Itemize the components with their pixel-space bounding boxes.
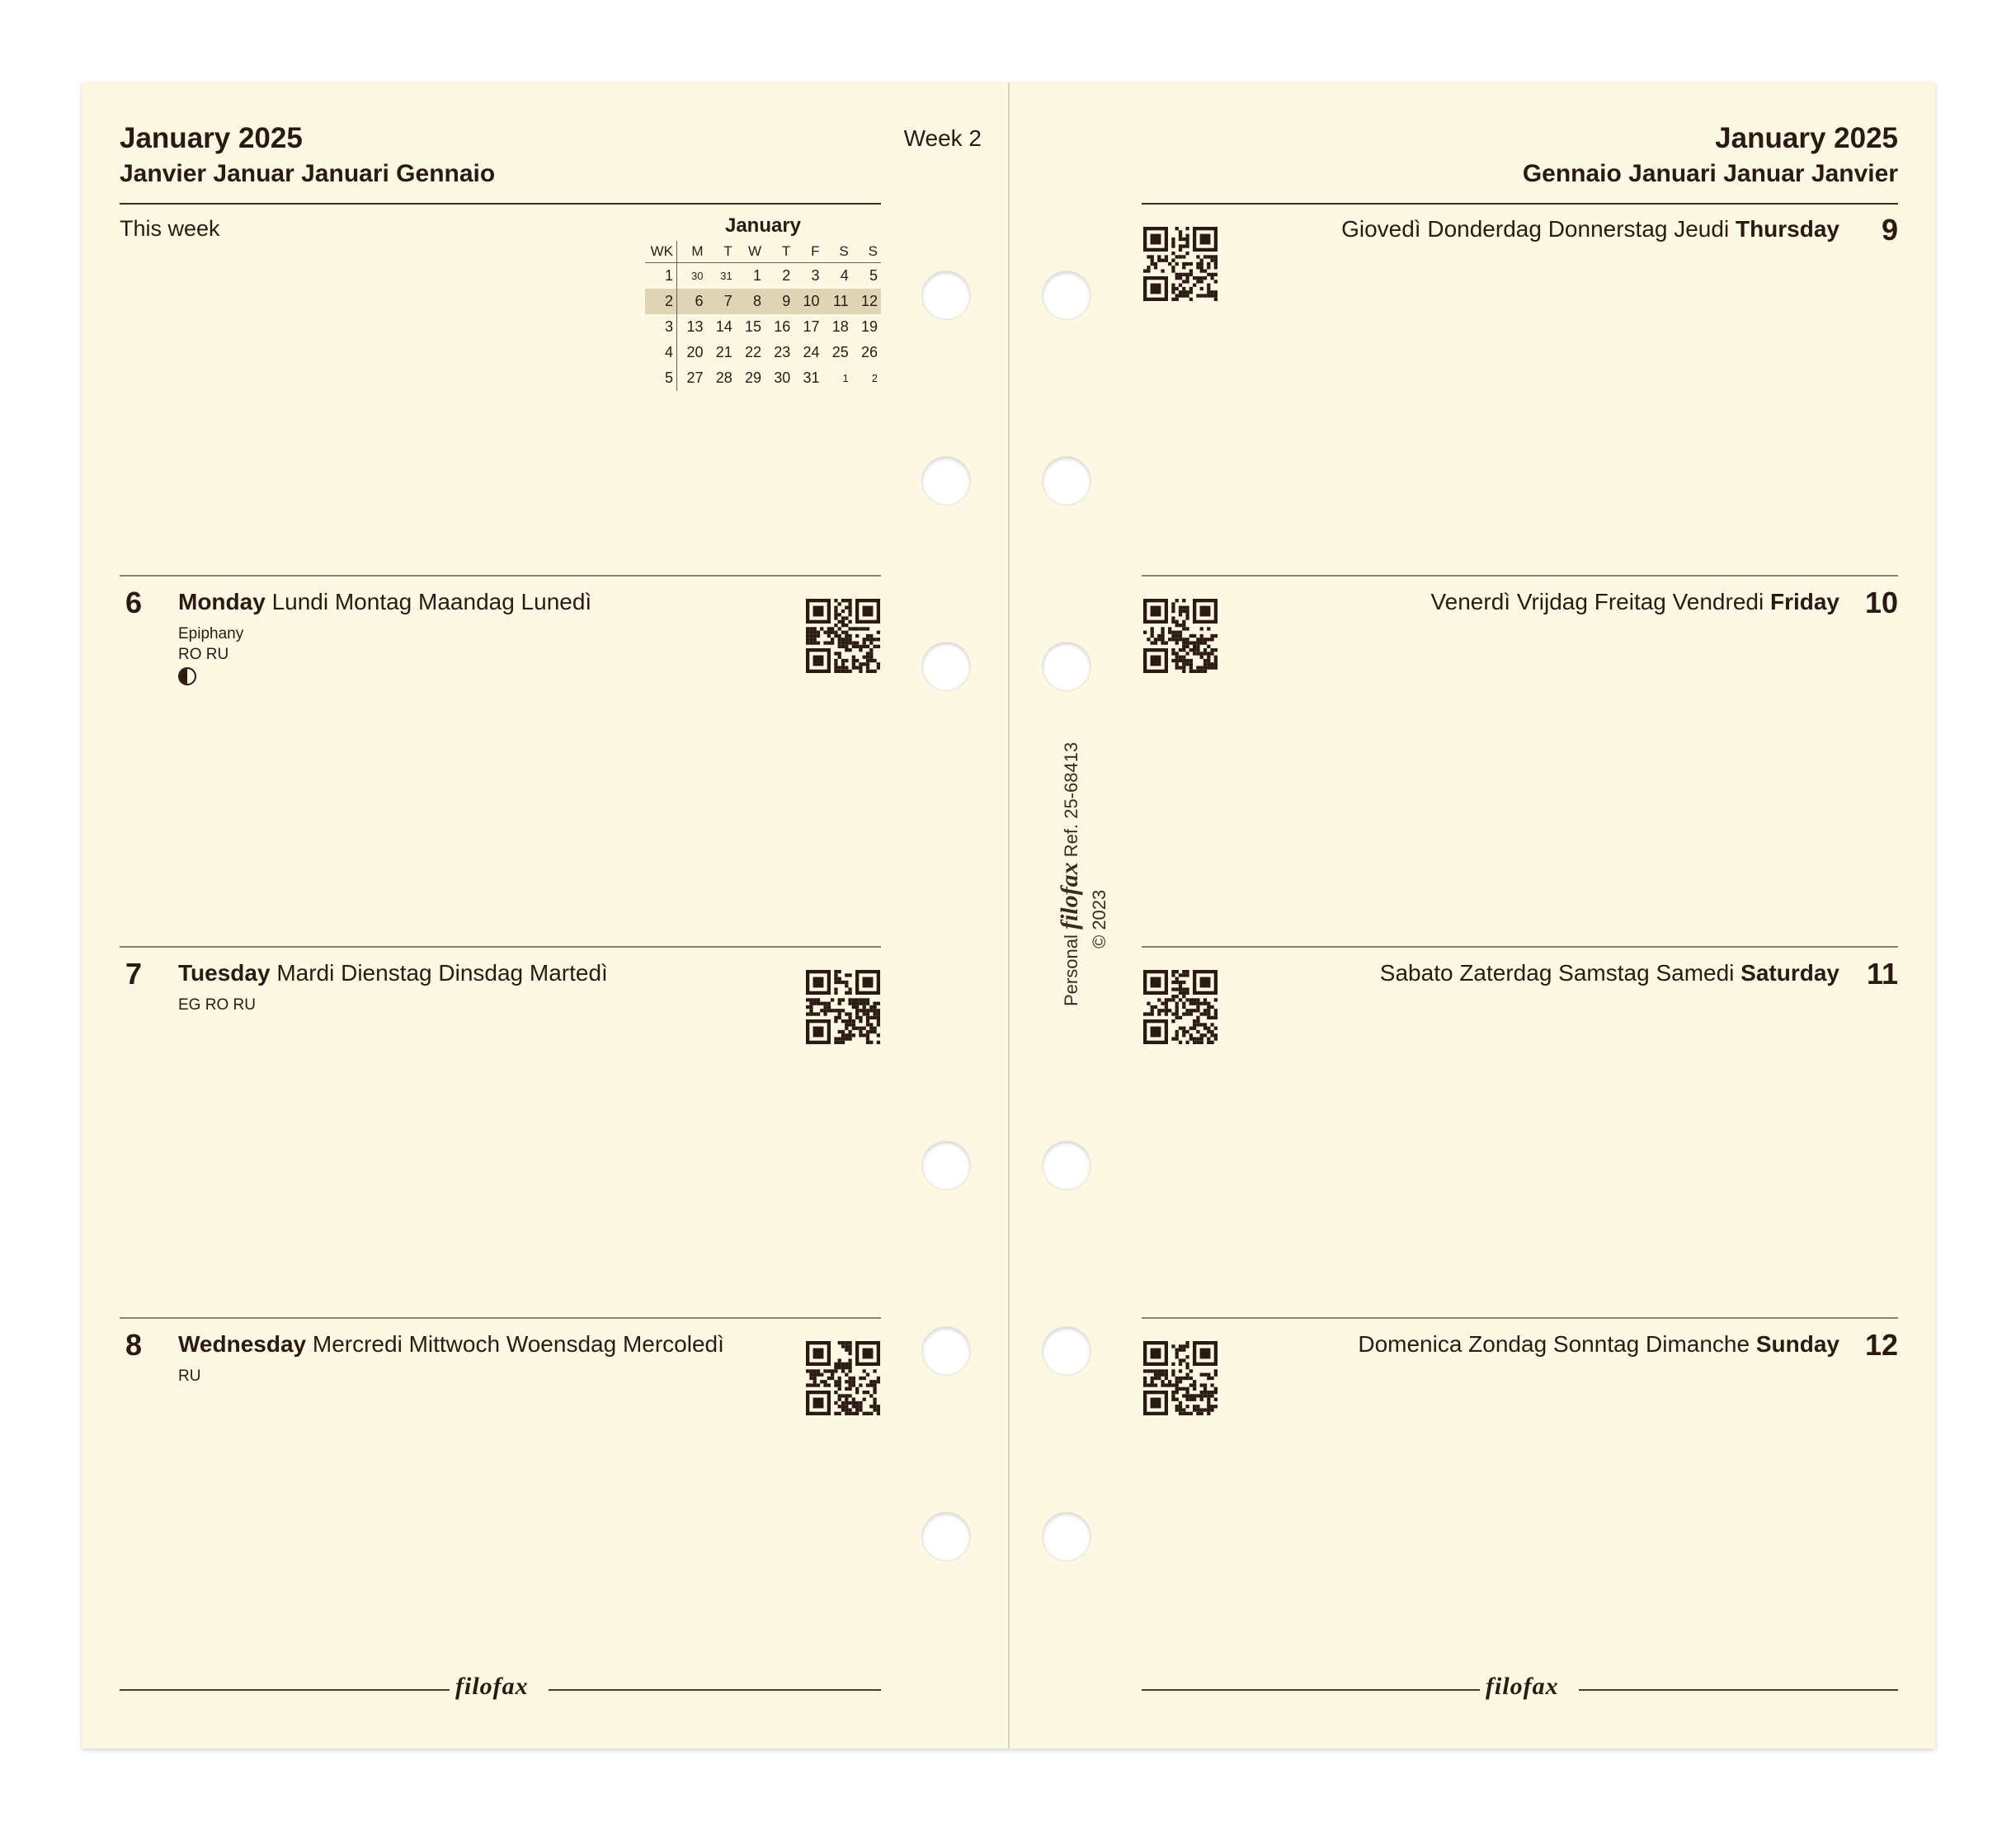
header-rule — [1142, 203, 1898, 205]
calendar-day: 27 — [686, 369, 704, 386]
first-quarter-moon-icon — [178, 667, 196, 685]
calendar-week-row — [645, 340, 881, 365]
punch-hole — [1043, 1513, 1090, 1560]
calendar-day: 16 — [774, 318, 791, 335]
holiday-note: Epiphany — [178, 625, 244, 642]
day-name-translations: Mardi Dienstag Dinsdag Martedì — [276, 960, 608, 986]
calendar-day: 15 — [744, 318, 761, 335]
punch-hole — [922, 271, 970, 319]
country-codes: EG RO RU — [178, 996, 256, 1014]
calendar-day: 18 — [831, 318, 849, 335]
day-name-translations: Mercredi Mittwoch Woensdag Mercoledì — [312, 1331, 724, 1357]
day-name-translations: Venerdì Vrijdag Freitag Vendredi — [1430, 589, 1764, 614]
mini-calendar-table — [645, 241, 881, 391]
punch-hole — [1043, 642, 1090, 690]
calendar-header-cell: T — [706, 241, 735, 263]
calendar-day: 2 — [782, 267, 791, 284]
calendar-header-cell: WK — [645, 241, 677, 263]
day-number-tuesday: 7 — [125, 957, 143, 991]
filofax-logo: filofax — [455, 1673, 529, 1700]
qr-code-icon[interactable] — [1143, 1341, 1218, 1415]
qr-code-icon[interactable] — [1143, 227, 1218, 301]
spine-size-label: Personal — [1061, 934, 1081, 1006]
punch-hole — [922, 1513, 970, 1560]
calendar-week-row — [645, 263, 881, 289]
qr-code-icon[interactable] — [806, 1341, 880, 1415]
day-number-wednesday: 8 — [125, 1328, 143, 1362]
calendar-day: 19 — [860, 318, 878, 335]
calendar-week-row-current — [645, 289, 881, 314]
calendar-week-number: 3 — [645, 314, 677, 340]
day-name-wednesday — [178, 1331, 724, 1358]
calendar-day: 10 — [794, 289, 822, 314]
qr-code-icon[interactable] — [806, 599, 880, 673]
calendar-day: 25 — [831, 344, 849, 360]
day-name-friday — [1431, 589, 1839, 615]
day-name-thursday — [1341, 216, 1839, 242]
calendar-day: 23 — [774, 344, 791, 360]
day-divider — [120, 1317, 881, 1319]
day-name-english: Thursday — [1735, 216, 1839, 242]
calendar-day: 21 — [715, 344, 732, 360]
punch-hole — [1043, 457, 1090, 505]
calendar-day: 1 — [752, 267, 761, 284]
calendar-week-row — [645, 365, 881, 391]
calendar-week-number: 1 — [645, 263, 677, 289]
calendar-day: 4 — [840, 267, 849, 284]
day-name-translations: Giovedì Donderdag Donnerstag Jeudi — [1341, 216, 1730, 242]
country-codes: RU — [178, 1367, 201, 1385]
calendar-header-cell: T — [765, 241, 794, 263]
right-page — [1010, 82, 1935, 1749]
calendar-day: 8 — [736, 289, 765, 314]
punch-hole — [922, 1327, 970, 1375]
punch-hole — [1043, 1141, 1090, 1189]
day-name-english: Tuesday — [178, 960, 271, 986]
calendar-day: 5 — [869, 267, 878, 284]
calendar-header-cell: F — [794, 241, 822, 263]
calendar-day: 29 — [744, 369, 761, 386]
calendar-header-cell: S — [822, 241, 851, 263]
calendar-day: 28 — [715, 369, 732, 386]
this-week-label: This week — [120, 216, 220, 241]
day-number-thursday: 9 — [1881, 213, 1898, 247]
day-name-translations: Sabato Zaterdag Samstag Samedi — [1379, 960, 1735, 986]
calendar-day: 1 — [842, 372, 849, 384]
day-divider — [1142, 575, 1898, 577]
day-name-english: Monday — [178, 589, 266, 614]
calendar-day: 7 — [706, 289, 735, 314]
footer-line — [549, 1689, 881, 1691]
calendar-day: 30 — [774, 369, 791, 386]
day-number-monday: 6 — [125, 586, 143, 619]
calendar-day: 22 — [744, 344, 761, 360]
day-name-english: Friday — [1769, 589, 1839, 614]
day-name-english: Wednesday — [178, 1331, 307, 1357]
calendar-day: 13 — [686, 318, 704, 335]
day-name-english: Sunday — [1755, 1331, 1839, 1357]
footer-line — [1579, 1689, 1898, 1691]
calendar-day: 31 — [720, 270, 732, 282]
day-number-friday: 10 — [1864, 586, 1898, 619]
calendar-week-number: 4 — [645, 340, 677, 365]
punch-hole — [922, 1141, 970, 1189]
calendar-week-number: 5 — [645, 365, 677, 391]
calendar-week-row — [645, 314, 881, 340]
qr-code-icon[interactable] — [1143, 599, 1218, 673]
country-codes: RO RU — [178, 646, 229, 663]
calendar-day: 31 — [803, 369, 820, 386]
day-divider — [120, 575, 881, 577]
diary-spread — [82, 82, 1935, 1749]
calendar-day: 6 — [677, 289, 707, 314]
calendar-day: 24 — [803, 344, 820, 360]
calendar-header-cell: S — [852, 241, 881, 263]
right-page-subtitle: Gennaio Januari Januar Janvier — [1522, 160, 1898, 187]
calendar-day: 20 — [686, 344, 704, 360]
day-name-translations: Lundi Montag Maandag Lunedì — [271, 589, 592, 614]
footer-line — [120, 1689, 450, 1691]
day-name-english: Saturday — [1740, 960, 1839, 986]
calendar-day: 12 — [852, 289, 881, 314]
day-name-tuesday — [178, 960, 608, 986]
day-number-sunday: 12 — [1864, 1328, 1898, 1362]
filofax-logo: filofax — [1486, 1673, 1559, 1700]
left-page-subtitle: Janvier Januar Januari Gennaio — [120, 160, 496, 187]
left-page — [82, 82, 1008, 1749]
day-divider — [1142, 946, 1898, 948]
day-name-sunday — [1358, 1331, 1839, 1358]
spine-filofax-logo: filofax — [1056, 862, 1083, 930]
day-name-translations: Domenica Zondag Sonntag Dimanche — [1358, 1331, 1750, 1357]
footer-line — [1142, 1689, 1480, 1691]
calendar-week-number: 2 — [645, 289, 677, 314]
day-name-monday — [178, 589, 591, 615]
calendar-header-cell: W — [736, 241, 765, 263]
calendar-day: 2 — [871, 372, 878, 384]
calendar-day: 30 — [691, 270, 704, 282]
calendar-day: 11 — [822, 289, 851, 314]
calendar-day: 3 — [811, 267, 820, 284]
spine-copyright: © 2023 — [1089, 889, 1109, 948]
day-divider — [120, 946, 881, 948]
qr-code-icon[interactable] — [1143, 970, 1218, 1044]
calendar-header-cell: M — [677, 241, 707, 263]
week-number: Week 2 — [903, 125, 982, 151]
punch-hole — [922, 642, 970, 690]
header-rule — [120, 203, 881, 205]
calendar-day: 9 — [765, 289, 794, 314]
left-page-title: January 2025 — [120, 122, 303, 154]
mini-calendar-header-row — [645, 241, 881, 263]
day-name-saturday — [1380, 960, 1839, 986]
qr-code-icon[interactable] — [806, 970, 880, 1044]
calendar-day: 26 — [860, 344, 878, 360]
punch-hole — [1043, 1327, 1090, 1375]
day-number-saturday: 11 — [1866, 957, 1898, 991]
calendar-day: 17 — [803, 318, 820, 335]
spine-imprint — [1056, 742, 1084, 1006]
punch-hole — [922, 457, 970, 505]
punch-hole — [1043, 271, 1090, 319]
calendar-day: 14 — [715, 318, 732, 335]
day-divider — [1142, 1317, 1898, 1319]
mini-calendar-month: January — [724, 214, 802, 237]
spine-ref: Ref. 25-68413 — [1061, 741, 1081, 858]
right-page-title: January 2025 — [1715, 122, 1898, 154]
